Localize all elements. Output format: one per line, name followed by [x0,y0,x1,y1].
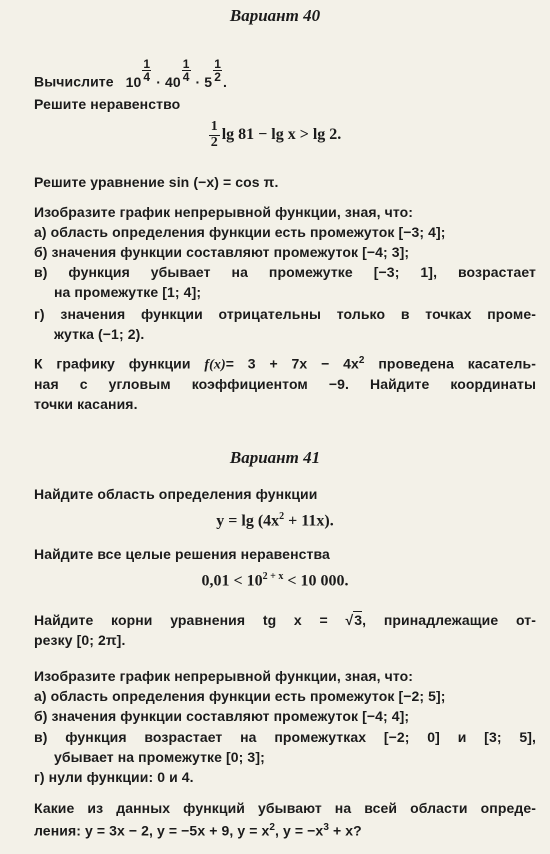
v41-task4-c1: в) функция возрастает на промежутках [−2; 0] и [3; 5], [34,729,536,745]
v41-task4-d: г) нули функции: 0 и 4. [34,769,194,785]
variant-40-title: Вариант 40 [229,6,321,25]
v40-task4-b: б) значения функции составляют промежуток [−4; 3]; [34,244,410,260]
v40-task4-d2: жутка (−1; 2). [54,326,145,342]
v41-task2-label: Найдите все целые решения неравенства [34,546,330,562]
v41-task4-b: б) значения функции составляют промежуток [−4; 4]; [34,708,410,724]
v40-task5-line1: К графику функции $f(x)= 3 + 7x - 4x^2$ проведена касатель- [34,355,536,373]
v41-task4-a: а) область определения функции есть промежуток [−2; 5]; [34,688,446,704]
variant-41-title: Вариант 41 [229,448,321,467]
v40-task4-a: а) область определения функции есть промежуток [−3; 4]; [34,224,446,240]
v40-task3: Решите уравнение sin (−x) = cos π. [34,174,279,190]
v41-task3-line2: резку [0; 2π]. [34,632,126,648]
v41-task4-intro: Изобразите график непрерывной функции, зная, что: [34,668,414,684]
v41-task1-label: Найдите область определения функции [34,486,318,502]
v41-task5-line2: ления: y = 3x − 2, y = −5x + 9, $y = x^2$, $y = -x^3 + x$? [34,822,362,839]
v41-task3-line1: Найдите корни уравнения tg x = √3, принадлежащие от- [34,612,536,628]
v41-task1-formula: $y = \lg (4x^2 + 11x)$. [216,511,334,530]
v41-task2-formula: $0,01 < 10^{2 + x} < 10$ 000. [201,571,349,590]
v41-task5-line1: Какие из данных функций убывают на всей области опреде- [34,800,536,816]
v40-task4-intro: Изобразите график непрерывной функции, зная, что: [34,204,414,220]
v40-task2-label: Решите неравенство [34,96,181,112]
v40-task2-formula: $\frac{1}{2}$ lg 81 − lg x > lg 2. [210,119,342,150]
v40-task5-line3: точки касания. [34,396,138,412]
v40-task5-line2: ная с угловым коэффициентом −9. Найдите координаты [34,376,536,392]
v40-task4-c2: на промежутке [1; 4]; [54,284,202,300]
v41-task4-c2: убывает на промежутке [0; 3]; [54,749,265,765]
v40-task4-c1: в) функция убывает на промежутке [−3; 1], возрастает [34,264,536,280]
v40-task4-d1: г) значения функции отрицательны только в точках проме- [34,306,536,322]
v40-task1: Вычислите 10 $^{\frac{1}{4}}$ · 40 $^{\frac{1}{4}}$ · 5 $^{\frac{1}{2}}$ . [34,57,227,90]
